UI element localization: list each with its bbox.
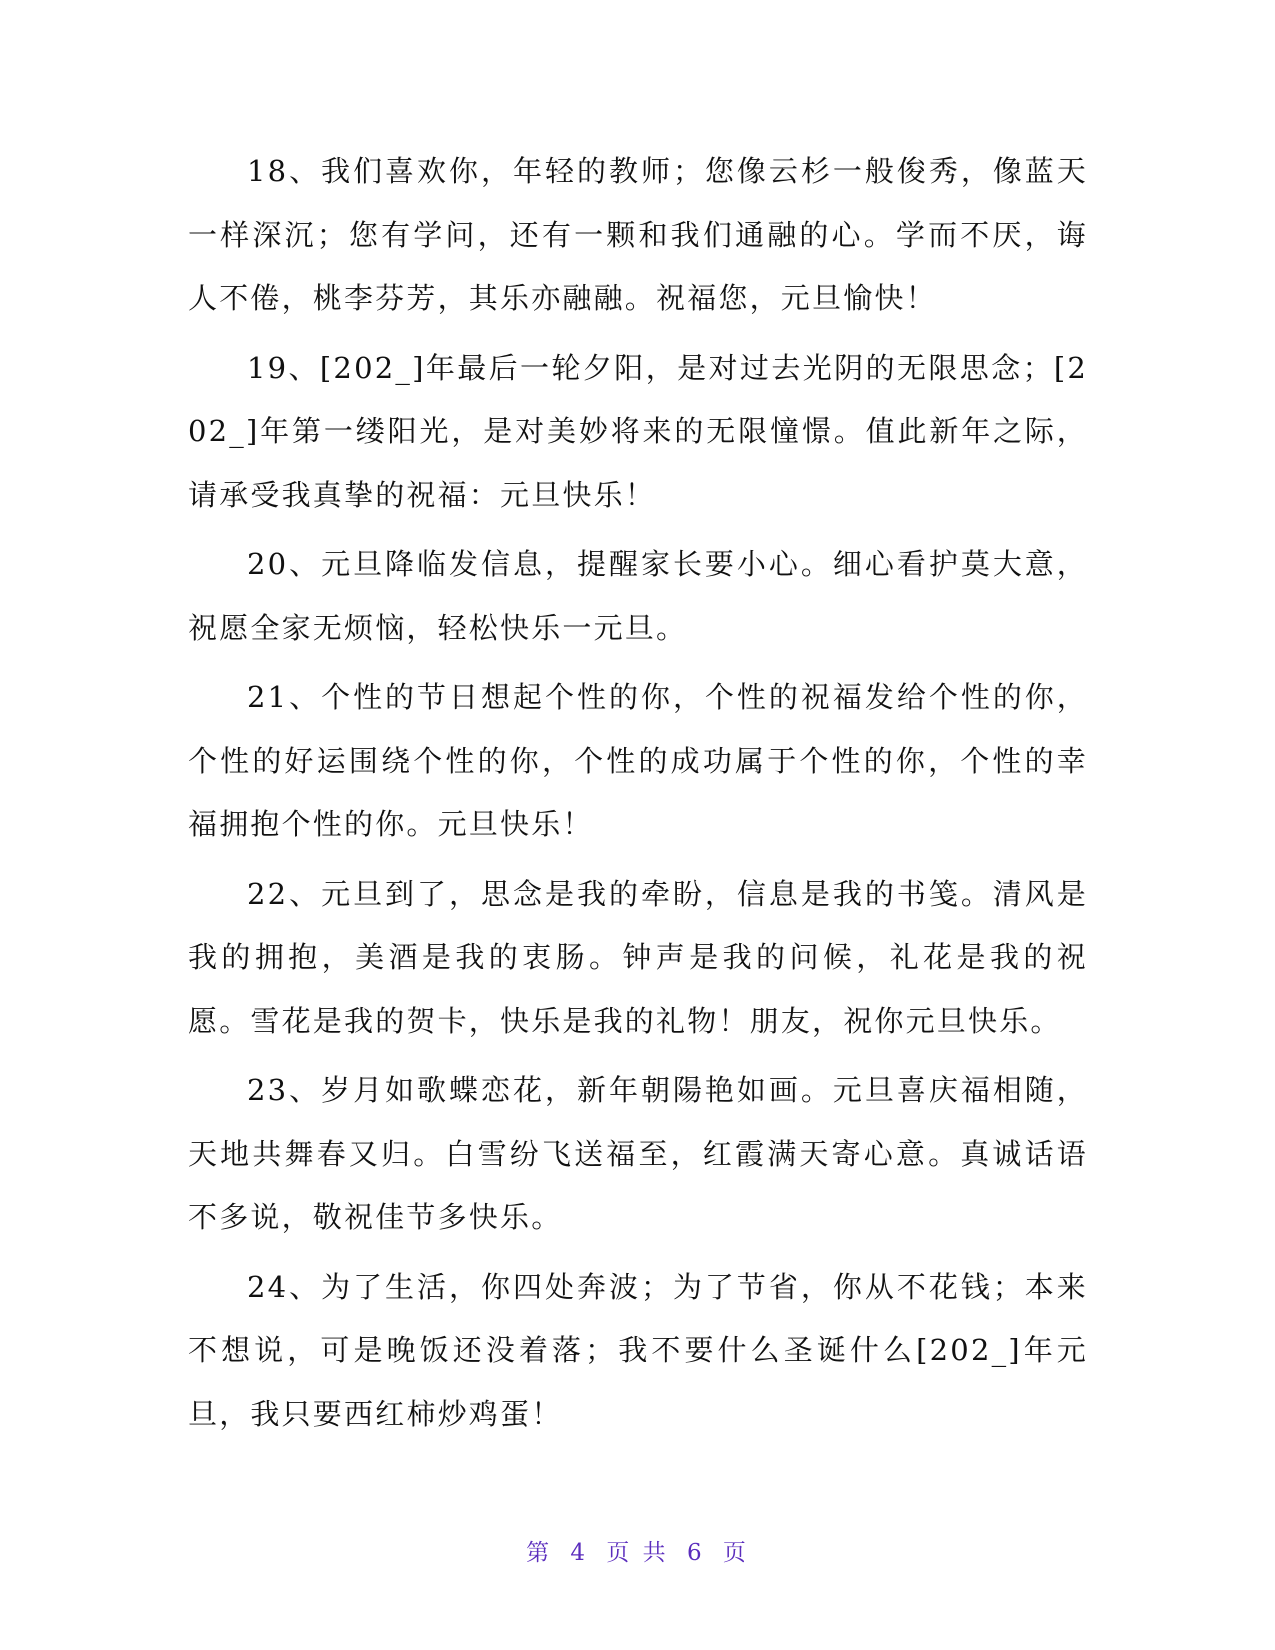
paragraph-24: 24、为了生活，你四处奔波；为了节省，你从不花钱；本来不想说，可是晚饭还没着落；我不要什么圣诞什么[202_]年元旦，我只要西红柿炒鸡蛋！ [188, 1269, 1088, 1431]
document-body [188, 140, 1088, 1452]
paragraph-22: 22、元旦到了，思念是我的牵盼，信息是我的书笺。清风是我的拥抱，美酒是我的衷肠。钟声是我的问候，礼花是我的祝愿。雪花是我的贺卡，快乐是我的礼物！朋友，祝你元旦快乐。 [188, 876, 1088, 1038]
page-footer [0, 1534, 1275, 1567]
paragraph-19: 19、[202_]年最后一轮夕阳，是对过去光阴的无限思念；[202_]年第一缕阳光，是对美妙将来的无限憧憬。值此新年之际，请承受我真挚的祝福：元旦快乐！ [188, 350, 1088, 512]
footer-suffix: 页 [722, 1540, 749, 1566]
footer-mid: 页 共 [606, 1540, 669, 1566]
footer-prefix: 第 [526, 1540, 553, 1566]
paragraph-20: 20、元旦降临发信息，提醒家长要小心。细心看护莫大意，祝愿全家无烦恼，轻松快乐一元旦。 [188, 547, 1088, 645]
paragraph-18: 18、我们喜欢你，年轻的教师；您像云杉一般俊秀，像蓝天一样深沉；您有学问，还有一颗和我们通融的心。学而不厌，诲人不倦，桃李芬芳，其乐亦融融。祝福您，元旦愉快！ [188, 154, 1088, 315]
total-page-count: 6 [686, 1540, 705, 1566]
paragraph-23: 23、岁月如歌蝶恋花，新年朝陽艳如画。元旦喜庆福相随，天地共舞春又归。白雪纷飞送福至，红霞满天寄心意。真诚话语不多说，敬祝佳节多快乐。 [188, 1073, 1088, 1234]
paragraph-21: 21、个性的节日想起个性的你，个性的祝福发给个性的你，个性的好运围绕个性的你，个性的成功属于个性的你，个性的幸福拥抱个性的你。元旦快乐！ [188, 680, 1088, 841]
current-page-number: 4 [570, 1540, 589, 1566]
